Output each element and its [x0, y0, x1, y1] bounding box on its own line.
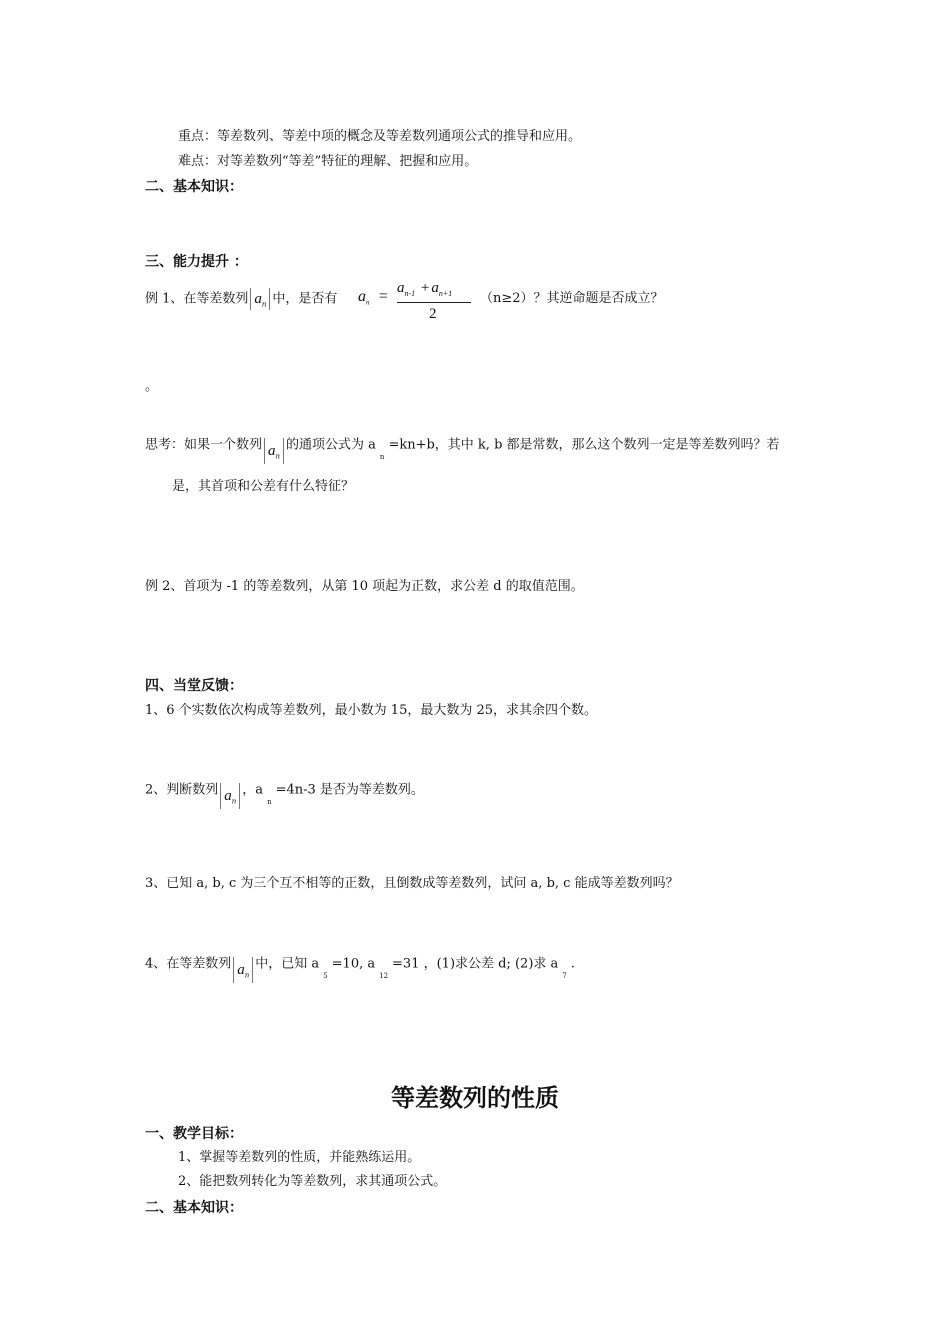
example1-mid: 中，是否有: [272, 291, 338, 307]
example1-fraction: [397, 280, 473, 326]
difficulty-line: 难点：对等差数列“等差”特征的理解、把握和应用。: [178, 154, 478, 169]
sequence-an: $a_n$: [220, 783, 240, 809]
heading-basic-knowledge: 二、基本知识：: [145, 179, 243, 195]
sequence-an: $a_n$: [233, 957, 253, 983]
heading-goals: 一、教学目标：: [145, 1126, 243, 1142]
example1-end-mark: 。: [145, 379, 159, 394]
fraction-numerator: $a_{n-1} + a_{n+1}$: [397, 280, 453, 298]
feedback-q4: 4、在等差数列 $a_n$中，已知 $a_5=10$, $a_{12}=31$ ，(1)求公差 d; (2)求 $a_7$.: [145, 951, 575, 977]
fraction-bar: [397, 302, 471, 303]
example1-condition: （n≥2）？其逆命题是否成立？: [480, 291, 664, 306]
sequence-an: $a_n$: [264, 438, 284, 464]
feedback-q2: 2、判断数列 $a_n$，$a_n=4n-3$ 是否为等差数列。: [145, 777, 424, 803]
heading-feedback: 四、当堂反馈：: [145, 678, 243, 694]
think-line: 思考：如果一个数列 $a_n$的通项公式为 $a_n=kn+b$，其中 k, b 都是常数，那么这个数列一定是等差数列吗？若: [145, 432, 780, 458]
feedback-q3: 3、已知 a, b, c 为三个互不相等的正数，且倒数成等差数列，试问 a, b, c 能成等差数列吗？: [145, 876, 679, 891]
example1-prefix: 例 1、在等差数列: [145, 291, 249, 307]
example2-line: 例 2、首项为 -1 的等差数列，从第 10 项起为正数，求公差 d 的取值范围。: [145, 579, 584, 594]
example1-lhs: $a_n$ =: [358, 288, 388, 307]
fraction-denominator: 2: [429, 306, 437, 322]
focus-line: 重点：等差数列、等差中项的概念及等差数列通项公式的推导和应用。: [178, 129, 582, 144]
page-title: 等差数列的性质: [391, 1084, 559, 1112]
sequence-an: $a_n$: [250, 288, 270, 310]
goal-1: 1、掌握等差数列的性质，并能熟练运用。: [178, 1150, 421, 1165]
example1-line: [145, 288, 337, 310]
feedback-q1: 1、6 个实数依次构成等差数列，最小数为 15，最大数为 25，求其余四个数。: [145, 703, 598, 718]
think-line2: 是，其首项和公差有什么特征？: [172, 479, 355, 494]
heading-basic-knowledge-2: 二、基本知识：: [145, 1200, 243, 1216]
heading-ability: 三、能力提升 ：: [145, 254, 248, 270]
goal-2: 2、能把数列转化为等差数列，求其通项公式。: [178, 1174, 447, 1189]
